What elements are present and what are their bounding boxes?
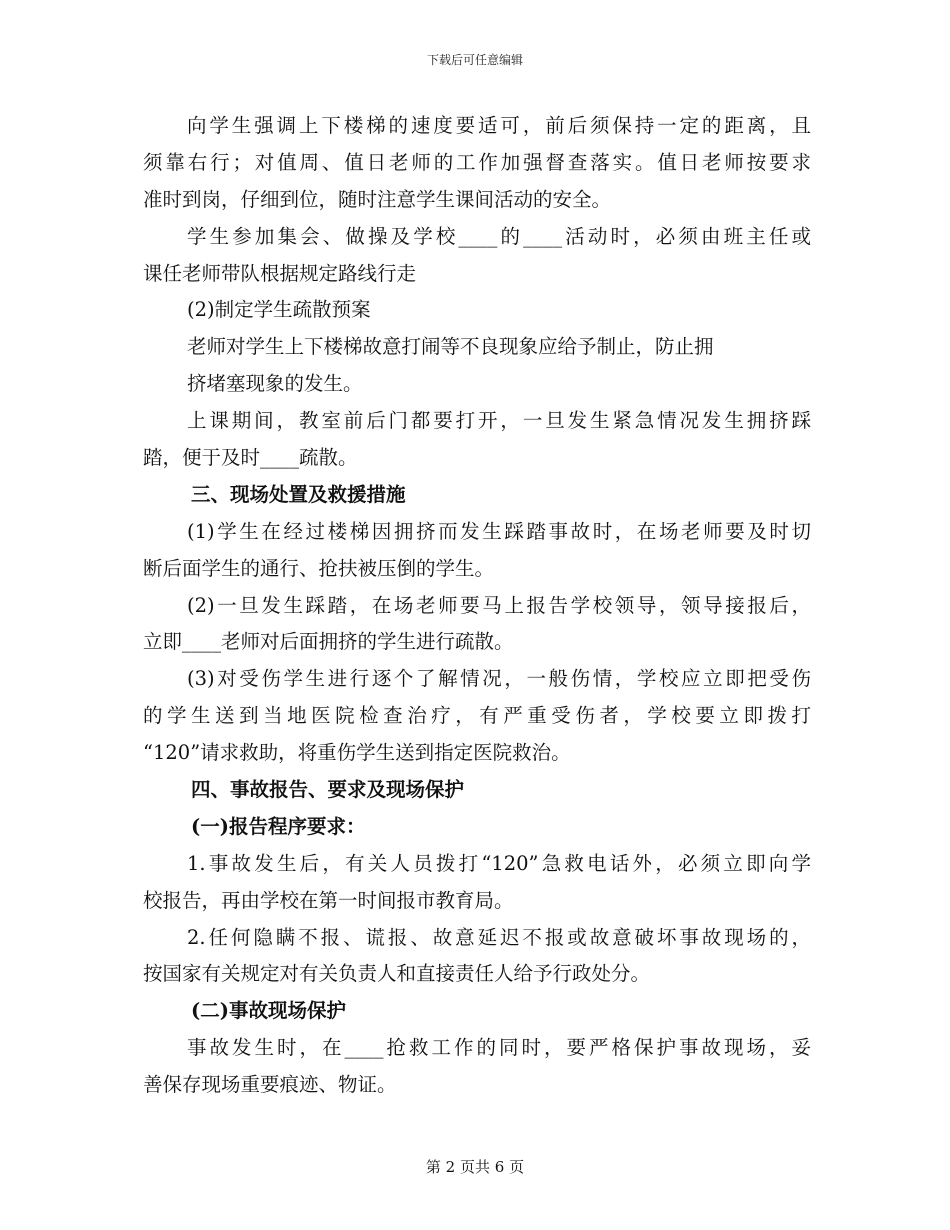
paragraph-line: 的学生送到当地医院检查治疗，有严重受伤者，学校要立即拨打 <box>143 704 811 728</box>
paragraph-line: (2)制定学生疏散预案 <box>187 298 371 322</box>
paragraph-line: 课任老师带队根据规定路线行走 <box>143 261 417 285</box>
document-body <box>143 108 811 1104</box>
section-heading-line: (一)报告程序要求： <box>191 814 366 838</box>
paragraph-line: 挤堵塞现象的发生。 <box>187 372 363 396</box>
page-header: 下载后可任意编辑 <box>426 53 523 67</box>
paragraph-line: 按国家有关规定对有关负责人和直接责任人给予行政处分。 <box>143 962 651 986</box>
paragraph-line: 立即____老师对后面拥挤的学生进行疏散。 <box>143 630 514 654</box>
page-footer: 第 2 页共 6 页 <box>425 1158 525 1176</box>
section-heading-line: (二)事故现场保护 <box>191 999 346 1023</box>
paragraph-line: 校报告，再由学校在第一时间报市教育局。 <box>143 888 514 912</box>
section-heading-line: 四、事故报告、要求及现场保护 <box>191 778 465 802</box>
paragraph-line: 踏，便于及时____疏散。 <box>143 446 358 470</box>
paragraph-line: 须靠右行；对值周、值日老师的工作加强督查落实。值日老师按要求 <box>143 150 811 174</box>
paragraph-line: “120”请求救助，将重伤学生送到指定医院救治。 <box>143 741 571 765</box>
paragraph-line: (1)学生在经过楼梯因拥挤而发生踩踏事故时，在场老师要及时切 <box>187 519 811 543</box>
paragraph-line: (3)对受伤学生进行逐个了解情况，一般伤情，学校应立即把受伤 <box>187 667 811 691</box>
paragraph-line: 上课期间，教室前后门都要打开，一旦发生紧急情况发生拥挤踩 <box>187 409 811 433</box>
paragraph-line: 准时到岗，仔细到位，随时注意学生课间活动的安全。 <box>143 187 612 211</box>
paragraph-line: 老师对学生上下楼梯故意打闹等不良现象应给予制止，防止拥 <box>187 335 714 359</box>
paragraph-line: 事故发生时，在____抢救工作的同时，要严格保护事故现场，妥 <box>187 1036 811 1060</box>
paragraph-line: 学生参加集会、做操及学校____的____活动时，必须由班主任或 <box>187 224 811 248</box>
paragraph-line: (2)一旦发生踩踏，在场老师要马上报告学校领导，领导接报后， <box>187 593 811 617</box>
paragraph-line: 2.任何隐瞒不报、谎报、故意延迟不报或故意破坏事故现场的， <box>187 925 811 949</box>
paragraph-line: 断后面学生的通行、抢扶被压倒的学生。 <box>143 556 495 580</box>
paragraph-line: 善保存现场重要痕迹、物证。 <box>143 1073 397 1097</box>
paragraph-line: 向学生强调上下楼梯的速度要适可，前后须保持一定的距离，且 <box>187 114 811 137</box>
paragraph-line: 1.事故发生后，有关人员拨打“120”急救电话外，必须立即向学 <box>187 851 811 875</box>
section-heading-line: 三、现场处置及救援措施 <box>191 482 406 506</box>
